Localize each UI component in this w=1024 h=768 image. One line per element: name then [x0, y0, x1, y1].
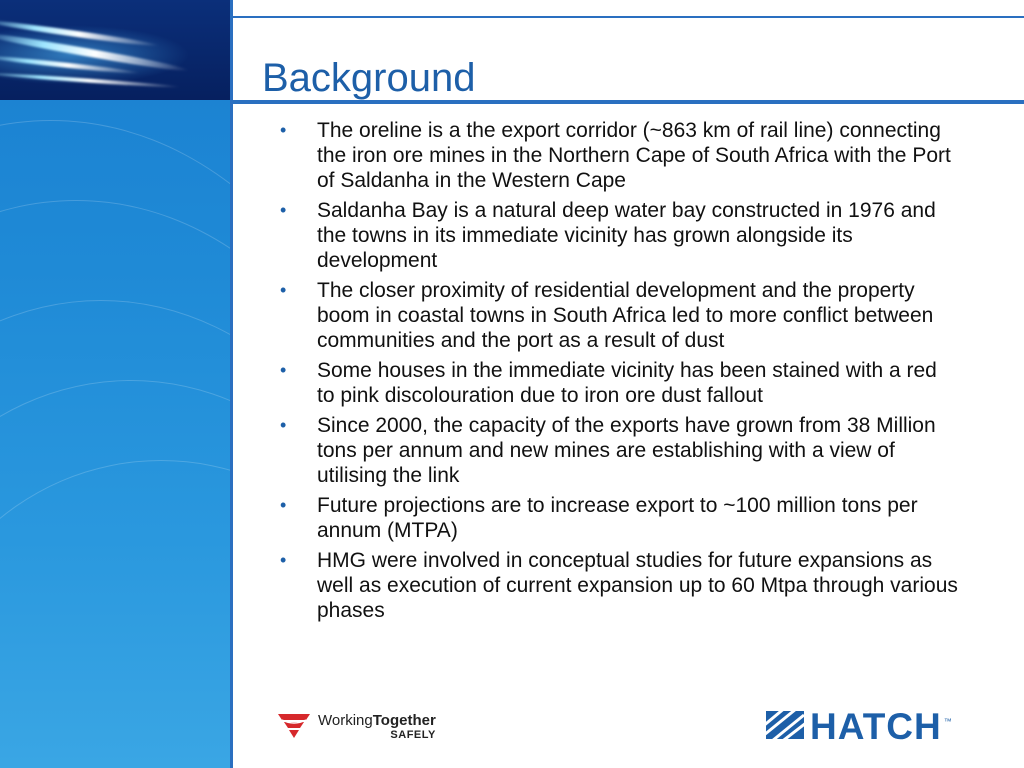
- bullet-item: [280, 493, 960, 543]
- logo-word-safely: SAFELY: [390, 728, 436, 741]
- bullet-item: [280, 118, 960, 193]
- bullet-item: [280, 198, 960, 273]
- bullet-item: [280, 548, 960, 623]
- working-together-safely-logo: [276, 710, 436, 745]
- bullet-dot-icon: •: [280, 120, 287, 140]
- working-together-safely-icon: [276, 710, 312, 745]
- header-light-streak-image: [0, 0, 230, 100]
- vertical-divider-line: [230, 0, 233, 768]
- bullet-text: Future projections are to increase export to ~100 million tons per annum (MTPA): [317, 494, 918, 542]
- bullet-item: [280, 278, 960, 353]
- hatch-stripes-icon: [766, 709, 804, 746]
- bullet-list: [280, 118, 960, 628]
- bullet-dot-icon: •: [280, 495, 287, 515]
- bullet-dot-icon: •: [280, 280, 287, 300]
- bullet-text: Saldanha Bay is a natural deep water bay constructed in 1976 and the towns in its immediate vicinity has grown alongside its development: [317, 199, 936, 272]
- top-divider-line: [230, 16, 1024, 18]
- bullet-text: Since 2000, the capacity of the exports have grown from 38 Million tons per annum and new mines are establishing with a view of utilising the link: [317, 414, 936, 487]
- bullet-dot-icon: •: [280, 415, 287, 435]
- trademark-symbol: ™: [943, 716, 952, 726]
- bullet-dot-icon: •: [280, 200, 287, 220]
- bullet-text: HMG were involved in conceptual studies for future expansions as well as execution of current expansion up to 60 Mtpa through various phases: [317, 549, 958, 622]
- hatch-wordmark: HATCH: [810, 706, 942, 747]
- logo-word-working: Working: [318, 711, 373, 729]
- bullet-item: [280, 413, 960, 488]
- bullet-dot-icon: •: [280, 550, 287, 570]
- hatch-logo: [766, 706, 952, 748]
- bullet-text: The oreline is a the export corridor (~863 km of rail line) connecting the iron ore mines in the Northern Cape of South Africa with the Port of Saldanha in the Western Cape: [317, 119, 951, 192]
- bullet-text: The closer proximity of residential development and the property boom in coastal towns in South Africa led to more conflict between communities and the port as a result of dust: [317, 279, 934, 352]
- left-decorative-panel: [0, 0, 230, 768]
- slide-title: Background: [262, 56, 476, 100]
- bullet-text: Some houses in the immediate vicinity has been stained with a red to pink discolouration due to iron ore dust fallout: [317, 359, 937, 407]
- logo-word-together: Together: [372, 711, 436, 729]
- bullet-dot-icon: •: [280, 360, 287, 380]
- bullet-item: [280, 358, 960, 408]
